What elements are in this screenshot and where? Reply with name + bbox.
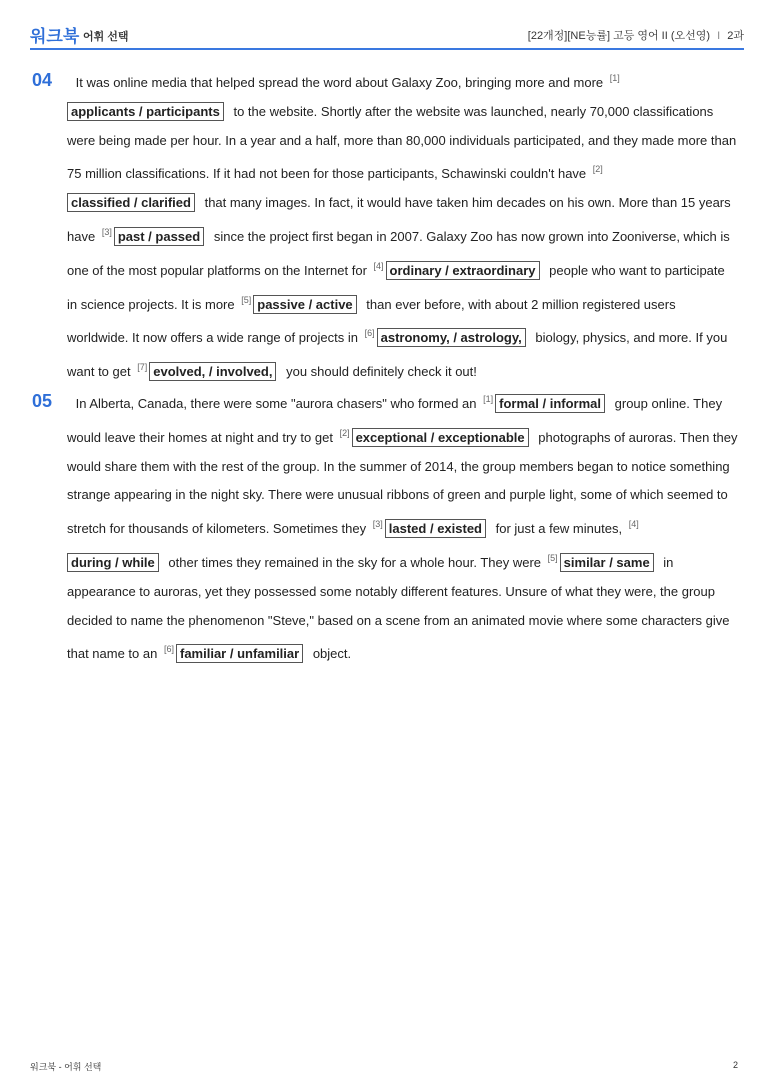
passage-text: group online. They would leave their homes at night and try to get (67, 396, 723, 445)
page-header (30, 18, 744, 50)
blank-marker-1: [1] (483, 394, 494, 404)
blank-marker-2: [2] (592, 164, 603, 175)
blank-marker-1: [1] (609, 73, 620, 83)
passage-text: to the website. Shortly after the website was launched, nearly 70,000 classifications were being made per hour. In a year and a half, more than 80,000 individuals participated, and they made more than 75 million classifications. If it had not been for those participants, Schawinski couldn't have (67, 103, 737, 182)
blank-marker-5: [5] (547, 552, 558, 563)
passage-text: than ever before, with about 2 million registered users worldwide. It now offers a wide range of projects in (67, 296, 676, 346)
choice-box-5[interactable]: passive / active (253, 295, 356, 314)
passage-text: photographs of auroras. Then they would share them with the rest of the group. In the summer of 2014, the group members began to notice something strange appearing in the night sky. There were unusual ribbons of green and purple light, some of which seemed to stretch for thousands of kilometers. Sometimes they (67, 429, 738, 537)
blank-marker-2: [2] (339, 427, 350, 438)
passage-text: since the project first began in 2007. Galaxy Zoo has now grown into Zooniverse, which is one of the most popular platforms on the Internet for (67, 228, 730, 278)
blank-marker-3: [3] (101, 226, 112, 237)
passage-text: It was online media that helped spread the word about Galaxy Zoo, bringing more and more (75, 75, 604, 90)
passage-text: in appearance to auroras, yet they possessed some notably different features. Unsure of what they were, the group decided to name the phenomenon "Steve," based on a scene from an animated movie where some characters give that name to an (67, 554, 730, 662)
passage-text: people who want to participate in science projects. It is more (67, 262, 725, 312)
exercise-04 (30, 64, 738, 387)
choice-box-4[interactable]: ordinary / extraordinary (386, 261, 540, 280)
exercise-number: 04 (32, 70, 53, 90)
blank-marker-3: [3] (372, 519, 383, 530)
passage-text: you should definitely check it out! (286, 364, 477, 380)
exercise-number: 05 (32, 391, 53, 411)
exercise-passage (67, 385, 738, 669)
course-info (528, 27, 744, 43)
choice-box-2[interactable]: classified / clarified (67, 193, 195, 212)
choice-box-1[interactable]: formal / informal (495, 394, 605, 413)
lesson-label: 2과 (727, 30, 744, 42)
blank-marker-4: [4] (628, 519, 639, 530)
blank-marker-4: [4] (373, 260, 384, 271)
blank-marker-7: [7] (137, 362, 148, 373)
header-subtitle: 어휘 선택 (83, 31, 129, 43)
passage-text: biology, physics, and more. If you want to get (67, 330, 728, 380)
choice-box-3[interactable]: lasted / existed (385, 519, 486, 538)
passage-text: that many images. In fact, it would have taken him decades on his own. More than 15 years have (67, 195, 731, 244)
blank-marker-6: [6] (364, 328, 375, 339)
choice-box-6[interactable]: familiar / unfamiliar (176, 644, 303, 663)
blank-marker-5: [5] (241, 294, 252, 305)
passage-text: In Alberta, Canada, there were some "aurora chasers" who formed an (75, 396, 477, 411)
header-separator: I (717, 30, 721, 42)
exercise-05 (30, 385, 738, 669)
page-number: 2 (732, 1060, 738, 1070)
exercise-passage (67, 64, 738, 387)
passage-text: other times they remained in the sky for a whole hour. They were (168, 554, 542, 570)
choice-box-3[interactable]: past / passed (114, 227, 204, 246)
blank-marker-6: [6] (163, 644, 174, 655)
footer-label: 워크북 - 어휘 선택 (30, 1062, 102, 1072)
choice-box-2[interactable]: exceptional / exceptionable (352, 428, 529, 447)
choice-box-7[interactable]: evolved, / involved, (149, 362, 276, 381)
choice-box-4[interactable]: during / while (67, 553, 159, 572)
choice-box-6[interactable]: astronomy, / astrology, (377, 328, 526, 347)
choice-box-5[interactable]: similar / same (560, 553, 654, 572)
passage-text: for just a few minutes, (495, 521, 623, 537)
course-title: [22개정][NE능률] 고등 영어 II (오선영) (527, 30, 711, 42)
passage-text: object. (312, 646, 352, 662)
choice-box-1[interactable]: applicants / participants (67, 102, 224, 121)
brand-title: 워크북 (30, 27, 80, 46)
